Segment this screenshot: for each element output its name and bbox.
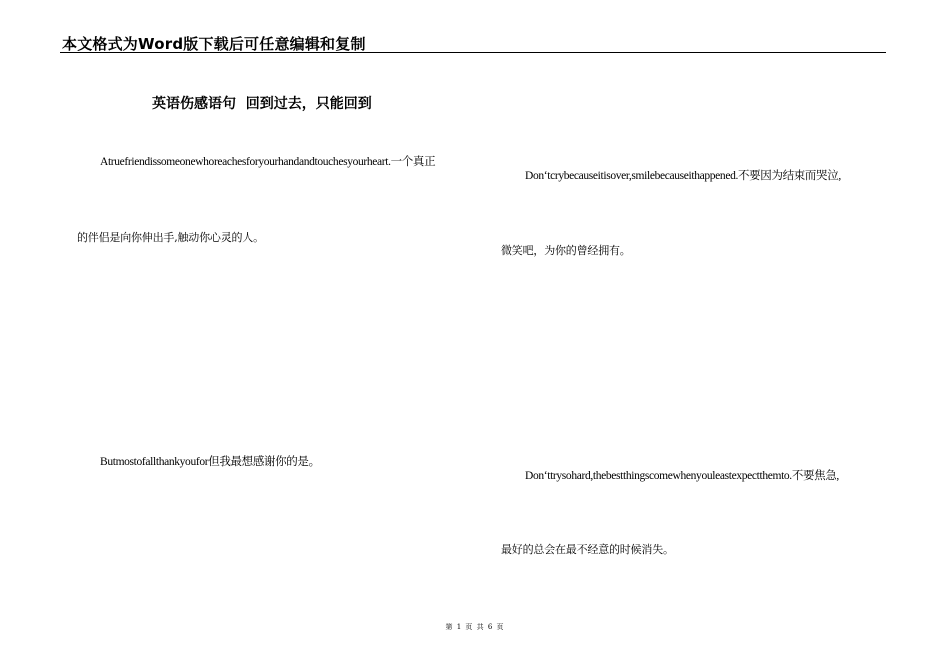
- left-paragraph-1-line-1: Atruefriendissomeonewhoreachesforyourhandandtouchesyourheart.一个真正: [100, 156, 436, 168]
- document-banner: 本文格式为Word版下载后可任意编辑和复制: [62, 35, 366, 53]
- right-paragraph-1-line-2: 微笑吧，为你的曾经拥有。: [501, 244, 631, 257]
- document-title: 英语伤感语句 回到过去，只能回到: [152, 96, 372, 112]
- header-divider: [60, 52, 886, 53]
- right-paragraph-2-line-1: Don‘ttrysohard,thebestthingscomewhenyouleastexpectthemto.不要焦急,: [525, 470, 839, 482]
- page-number: 第 1 页 共 6 页: [445, 623, 505, 631]
- right-paragraph-2-line-2: 最好的总会在最不经意的时候消失。: [501, 543, 674, 556]
- right-paragraph-1-line-1: Don‘tcrybecauseitisover,smilebecauseithappened.不要因为结束而哭泣,: [525, 170, 841, 182]
- left-paragraph-1-line-2: 的伴侣是向你伸出手,触动你心灵的人。: [77, 231, 264, 244]
- left-paragraph-2-line-1: Butmostofallthankyoufor但我最想感谢你的是。: [100, 456, 320, 468]
